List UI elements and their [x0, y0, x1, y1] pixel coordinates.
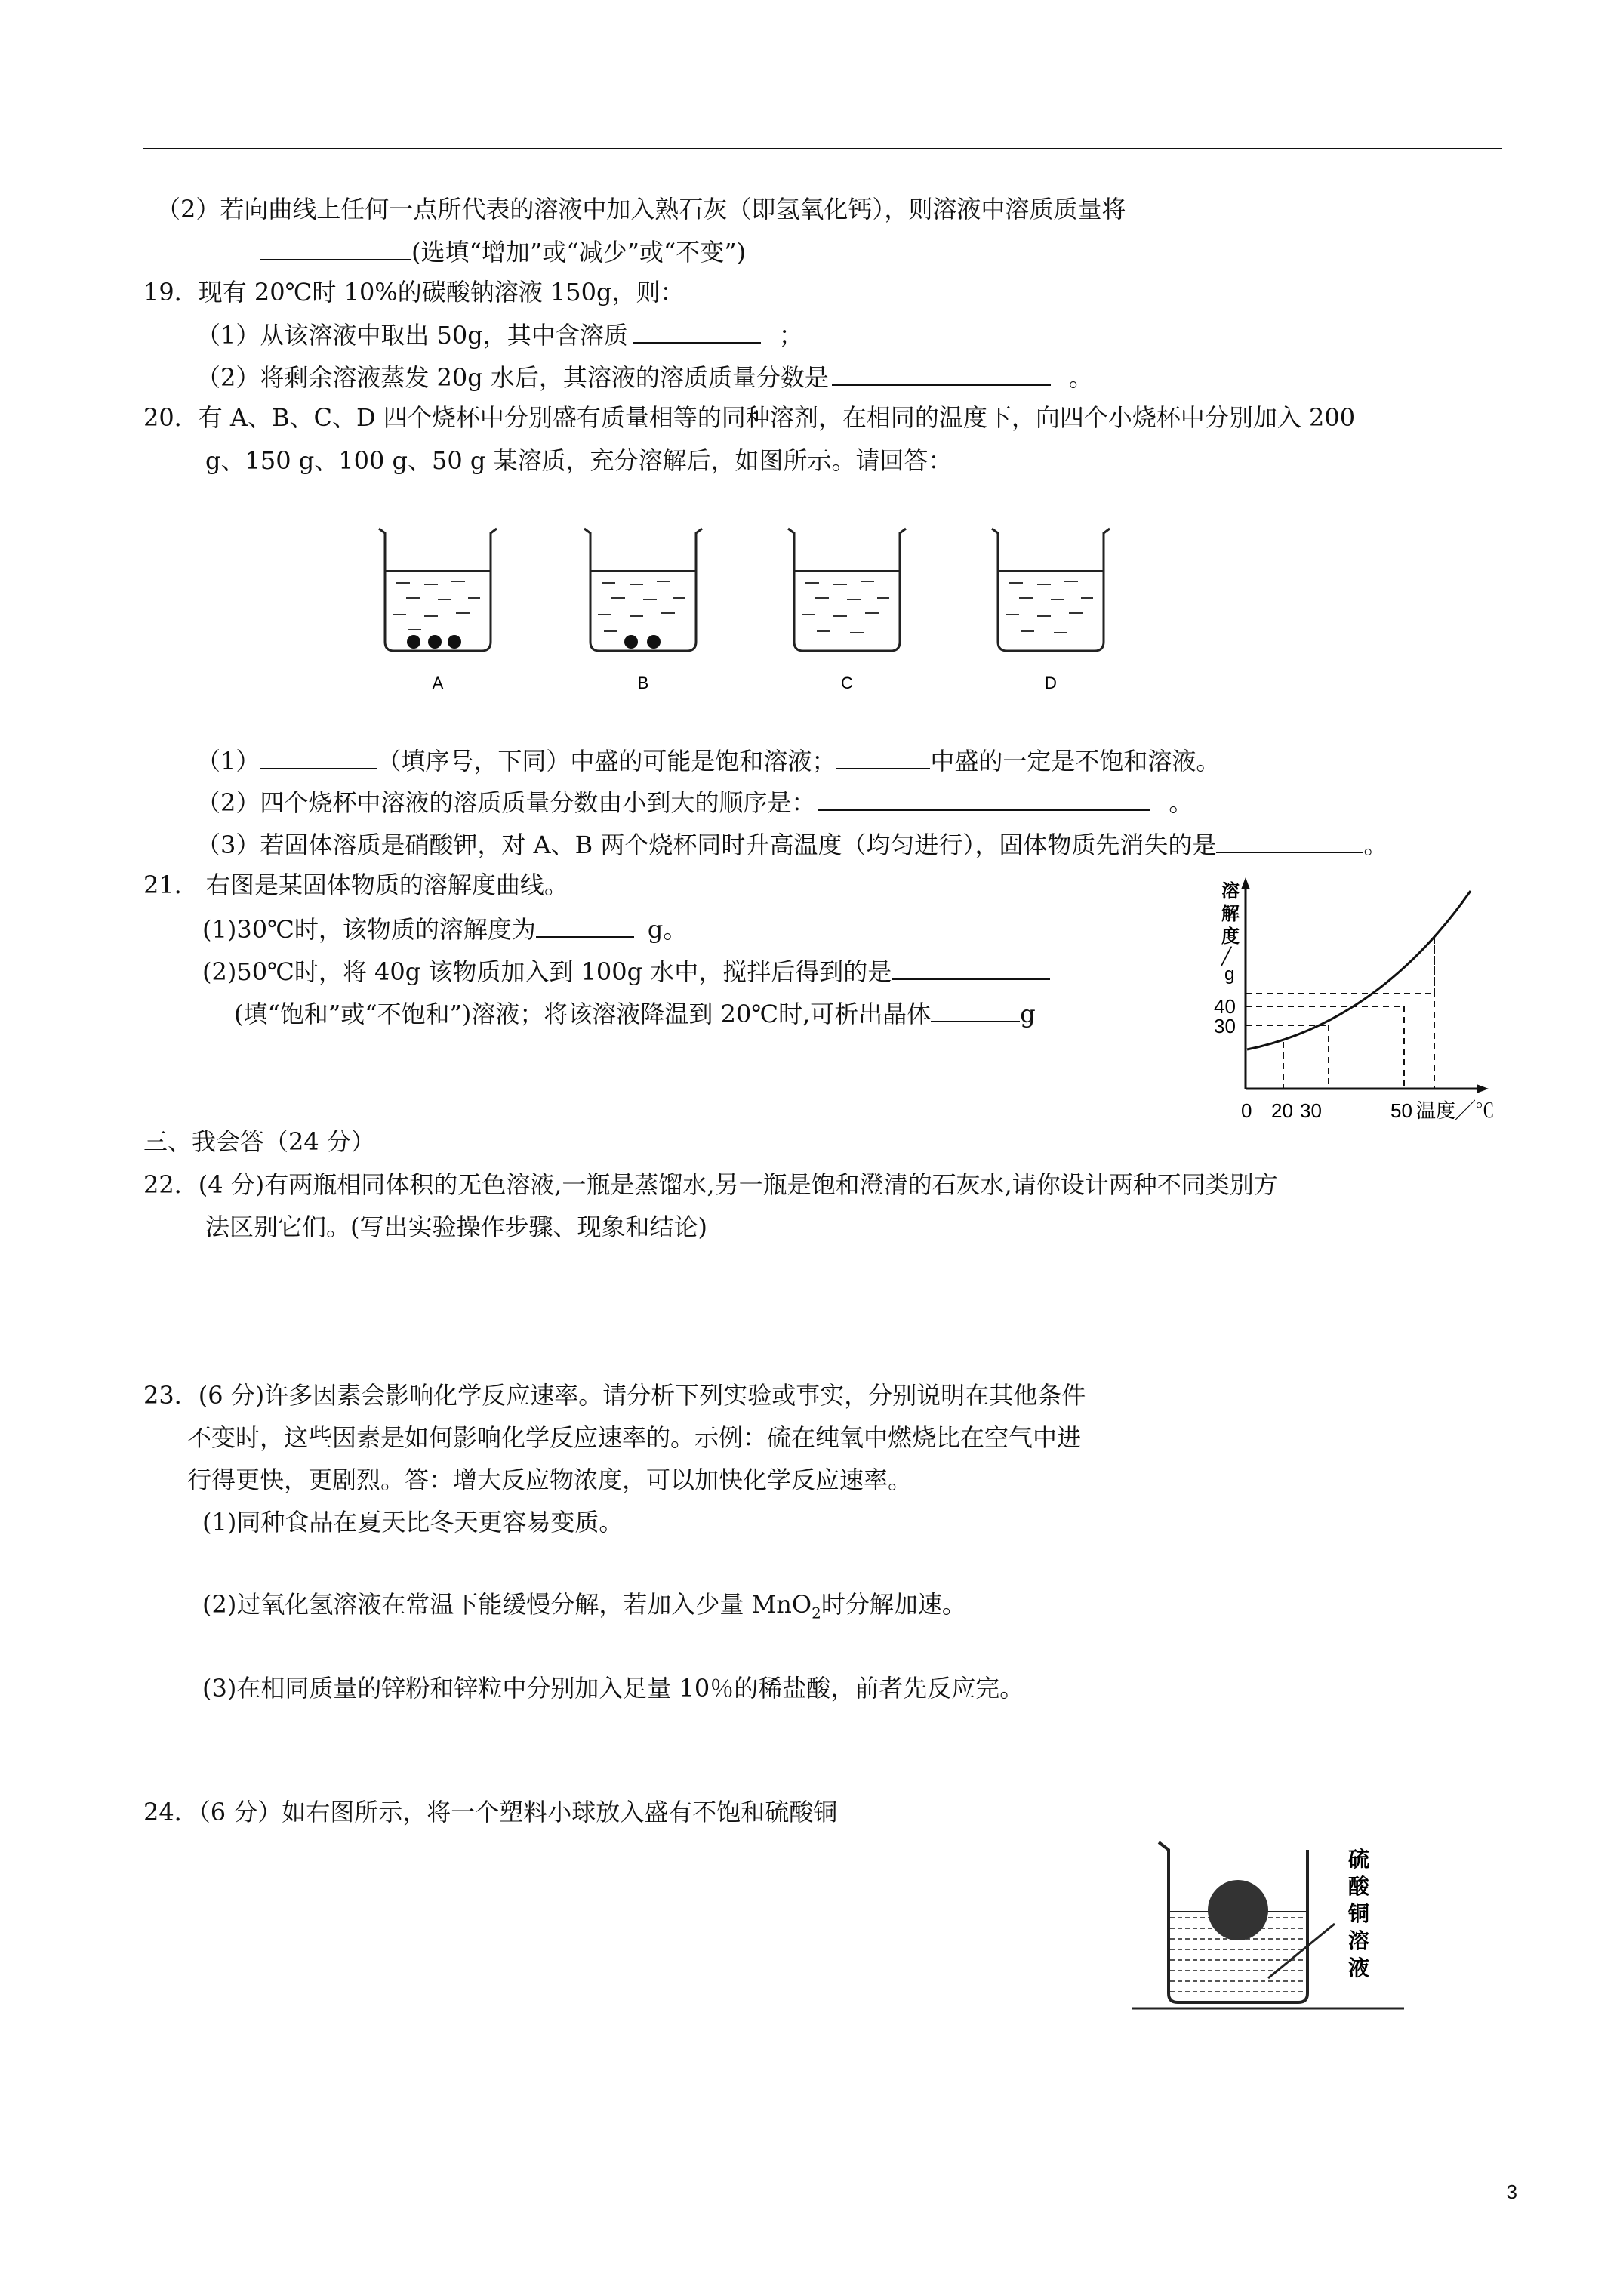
y-label-2: 解	[1221, 904, 1240, 924]
beaker-c	[788, 529, 906, 651]
q20-stem-line2: g、150 g、100 g、50 g 某溶质，充分溶解后，如图所示。请回答：	[205, 446, 953, 475]
x-axis-arrow-icon	[1477, 1084, 1489, 1093]
y-axis-arrow-icon	[1241, 877, 1250, 889]
beaker-a	[379, 529, 497, 651]
beaker-label-d: D	[1045, 673, 1057, 692]
y-tick-40: 40	[1214, 995, 1236, 1018]
beaker-label-b: B	[637, 673, 649, 692]
q21-part1	[202, 912, 687, 945]
q18-part2-options: (选填“增加”或“减少”或“不变”)	[411, 238, 747, 267]
q21-part2	[202, 954, 1050, 987]
answer-blank[interactable]	[1216, 827, 1363, 853]
q20-part1	[196, 744, 1220, 776]
q24-line1: 24．（6 分）如右图所示，将一个塑料小球放入盛有不饱和硫酸铜	[143, 1798, 838, 1826]
answer-blank[interactable]	[536, 912, 634, 938]
x-tick-30: 30	[1300, 1099, 1322, 1122]
q22-line1: 22．(4 分)有两瓶相同体积的无色溶液,一瓶是蒸馏水,另一瓶是饱和澄清的石灰水,请你设计两种不同类别方	[143, 1170, 1278, 1199]
answer-blank[interactable]	[892, 954, 1050, 980]
q19-part1-end: ；	[778, 321, 803, 350]
q20-part2-end: 。	[1169, 788, 1193, 817]
solubility-graph	[1208, 868, 1525, 1133]
x-tick-50: 50	[1390, 1099, 1412, 1122]
q22-line2: 法区别它们。(写出实验操作步骤、现象和结论)	[205, 1213, 707, 1241]
q20-part1-middle: （填序号，下同）中盛的可能是饱和溶液；	[377, 747, 836, 775]
section-3-heading: 三、我会答（24 分）	[143, 1127, 375, 1156]
q21-part1-end: g。	[647, 915, 688, 944]
page-number: 3	[1506, 2180, 1517, 2203]
answer-blank[interactable]	[836, 744, 930, 769]
answer-blank[interactable]	[633, 318, 761, 344]
q19-part1-text: （1）从该溶液中取出 50g，其中含溶质	[196, 321, 628, 350]
q19-part2-text: （2）将剩余溶液蒸发 20g 水后，其溶液的溶质质量分数是	[196, 363, 829, 392]
beakers-figure	[362, 521, 1147, 710]
q23-line1: 23．(6 分)许多因素会影响化学反应速率。请分析下列实验或事实，分别说明在其他条件	[143, 1381, 1086, 1410]
q21-part1-text: (1)30℃时，该物质的溶解度为	[202, 915, 536, 944]
q23-part2-subscript: 2	[812, 1604, 821, 1623]
figure-label-5: 液	[1348, 1956, 1370, 1980]
answer-blank[interactable]	[260, 235, 411, 260]
q23-line2: 不变时，这些因素是如何影响化学反应速率的。示例：硫在纯氧中燃烧比在空气中进	[187, 1423, 1082, 1452]
copper-sulfate-beaker-figure	[1125, 1827, 1412, 2023]
y-label-3: 度	[1221, 926, 1240, 947]
q20-stem-line1: 20．有 A、B、C、D 四个烧杯中分别盛有质量相等的同种溶剂，在相同的温度下，向四个小烧杯中分别加入 200	[143, 403, 1356, 432]
q23-part1: (1)同种食品在夏天比冬天更容易变质。	[202, 1508, 624, 1536]
x-tick-20: 20	[1271, 1099, 1293, 1122]
q19-part2	[196, 360, 1093, 393]
q21-stem: 21． 右图是某固体物质的溶解度曲线。	[143, 871, 568, 899]
q21-part2-text: (2)50℃时，将 40g 该物质加入到 100g 水中，搅拌后得到的是	[202, 957, 892, 986]
q19-part1	[196, 318, 803, 350]
answer-blank[interactable]	[818, 785, 1150, 811]
beaker-d	[992, 529, 1110, 651]
q23-part2-end: 时分解加速。	[821, 1590, 966, 1619]
x-tick-0: 0	[1241, 1099, 1252, 1122]
q23-part2	[202, 1589, 966, 1628]
figure-label-2: 酸	[1348, 1875, 1370, 1898]
q23-part3: (3)在相同质量的锌粉和锌粒中分别加入足量 10％的稀盐酸，前者先反应完。	[202, 1674, 1024, 1703]
header-rule	[143, 148, 1502, 149]
x-axis-label: 温度╱℃	[1416, 1099, 1495, 1122]
q21-part3	[234, 997, 1036, 1029]
q20-part2	[196, 785, 1193, 818]
q20-part1-prefix: （1）	[196, 747, 260, 775]
y-label-1: 溶	[1221, 881, 1240, 901]
answer-blank[interactable]	[832, 360, 1051, 386]
figure-label-3: 铜	[1348, 1902, 1370, 1925]
q20-part3-end: 。	[1363, 831, 1388, 859]
q20-part3-text: （3）若固体溶质是硝酸钾，对 A、B 两个烧杯同时升高温度（均匀进行），固体物质先消失的是	[196, 831, 1217, 859]
y-label-5: g	[1224, 964, 1235, 985]
q23-line3: 行得更快，更剧烈。答：增大反应物浓度，可以加快化学反应速率。	[187, 1465, 913, 1494]
q20-part3	[196, 827, 1387, 860]
beaker-label-a: A	[432, 673, 444, 692]
beaker-b	[584, 529, 702, 651]
y-label-4: ╱	[1221, 947, 1232, 966]
beaker-label-c: C	[841, 673, 853, 692]
q21-part3-end: g	[1020, 1000, 1036, 1028]
q18-part2-line2	[260, 235, 746, 267]
y-tick-30: 30	[1214, 1015, 1236, 1037]
q19-stem: 19．现有 20℃时 10%的碳酸钠溶液 150g，则：	[143, 278, 685, 307]
q19-part2-end: 。	[1068, 363, 1093, 392]
answer-blank[interactable]	[260, 744, 377, 769]
q20-part2-text: （2）四个烧杯中溶液的溶质质量分数由小到大的顺序是：	[196, 788, 816, 817]
figure-label-4: 溶	[1348, 1929, 1370, 1952]
q23-part2-text: (2)过氧化氢溶液在常温下能缓慢分解，若加入少量 MnO	[202, 1590, 812, 1619]
q18-part2-line1: （2）若向曲线上任何一点所代表的溶液中加入熟石灰（即氢氧化钙），则溶液中溶质质量将	[156, 195, 1126, 223]
q20-part1-end: 中盛的一定是不饱和溶液。	[930, 747, 1221, 775]
answer-blank[interactable]	[931, 997, 1020, 1022]
figure-label-1: 硫	[1348, 1848, 1370, 1871]
q21-part3-text: (填“饱和”或“不饱和”)溶液；将该溶液降温到 20℃时,可析出晶体	[234, 1000, 932, 1028]
plastic-ball	[1208, 1880, 1268, 1940]
